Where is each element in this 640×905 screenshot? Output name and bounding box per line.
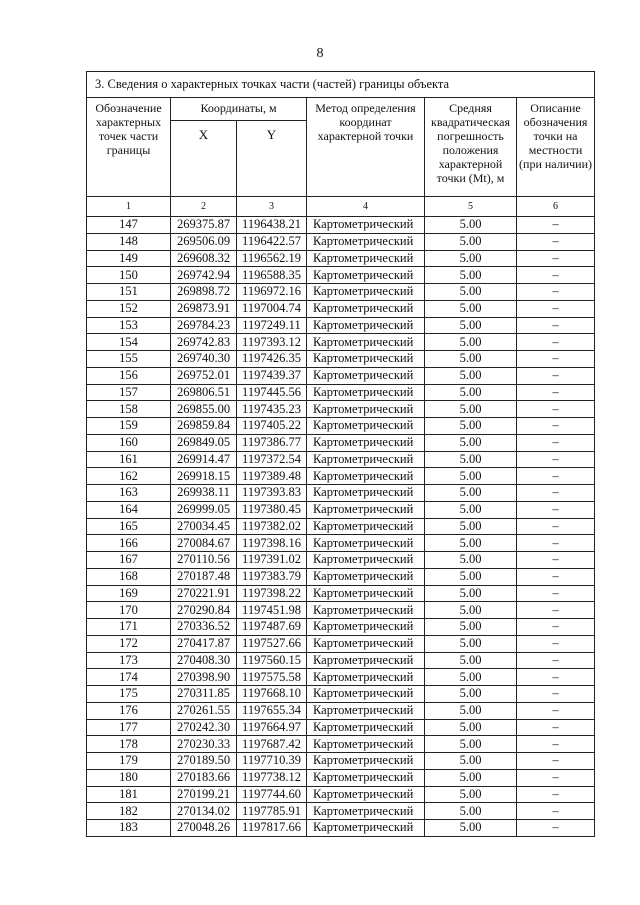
coord-y-cell: 1196588.35 bbox=[237, 267, 307, 284]
table-row bbox=[87, 217, 595, 234]
coord-x-cell: 269918.15 bbox=[171, 468, 237, 485]
method-cell: Картометрический bbox=[307, 284, 425, 301]
accuracy-cell: 5.00 bbox=[425, 401, 517, 418]
accuracy-cell: 5.00 bbox=[425, 233, 517, 250]
table-row bbox=[87, 702, 595, 719]
coord-x-cell: 270134.02 bbox=[171, 803, 237, 820]
table-row bbox=[87, 418, 595, 435]
coord-x-cell: 269608.32 bbox=[171, 250, 237, 267]
accuracy-cell: 5.00 bbox=[425, 769, 517, 786]
method-cell: Картометрический bbox=[307, 652, 425, 669]
coord-x-cell: 269999.05 bbox=[171, 501, 237, 518]
description-cell: – bbox=[517, 384, 595, 401]
method-cell: Картометрический bbox=[307, 786, 425, 803]
point-number-cell: 154 bbox=[87, 334, 171, 351]
accuracy-cell: 5.00 bbox=[425, 267, 517, 284]
column-number: 6 bbox=[517, 197, 595, 217]
table-row bbox=[87, 769, 595, 786]
method-cell: Картометрический bbox=[307, 451, 425, 468]
method-cell: Картометрический bbox=[307, 669, 425, 686]
accuracy-cell: 5.00 bbox=[425, 351, 517, 368]
method-cell: Картометрический bbox=[307, 518, 425, 535]
accuracy-cell: 5.00 bbox=[425, 434, 517, 451]
coord-x-cell: 270034.45 bbox=[171, 518, 237, 535]
description-cell: – bbox=[517, 351, 595, 368]
description-cell: – bbox=[517, 786, 595, 803]
accuracy-cell: 5.00 bbox=[425, 501, 517, 518]
accuracy-cell: 5.00 bbox=[425, 485, 517, 502]
method-cell: Картометрический bbox=[307, 619, 425, 636]
coord-y-cell: 1197560.15 bbox=[237, 652, 307, 669]
method-cell: Картометрический bbox=[307, 217, 425, 234]
method-cell: Картометрический bbox=[307, 585, 425, 602]
point-number-cell: 153 bbox=[87, 317, 171, 334]
coord-y-cell: 1197393.12 bbox=[237, 334, 307, 351]
table-row bbox=[87, 384, 595, 401]
description-cell: – bbox=[517, 217, 595, 234]
coord-x-cell: 270221.91 bbox=[171, 585, 237, 602]
accuracy-cell: 5.00 bbox=[425, 367, 517, 384]
method-cell: Картометрический bbox=[307, 250, 425, 267]
coord-x-cell: 269742.94 bbox=[171, 267, 237, 284]
coord-x-cell: 269898.72 bbox=[171, 284, 237, 301]
accuracy-cell: 5.00 bbox=[425, 418, 517, 435]
description-cell: – bbox=[517, 736, 595, 753]
table-row bbox=[87, 317, 595, 334]
accuracy-cell: 5.00 bbox=[425, 786, 517, 803]
column-number: 1 bbox=[87, 197, 171, 217]
coord-y-cell: 1197527.66 bbox=[237, 635, 307, 652]
accuracy-cell: 5.00 bbox=[425, 384, 517, 401]
table-row bbox=[87, 501, 595, 518]
accuracy-cell: 5.00 bbox=[425, 317, 517, 334]
coord-y-cell: 1197383.79 bbox=[237, 568, 307, 585]
coord-y-cell: 1197738.12 bbox=[237, 769, 307, 786]
coord-x-cell: 269742.83 bbox=[171, 334, 237, 351]
coord-y-cell: 1196562.19 bbox=[237, 250, 307, 267]
method-cell: Картометрический bbox=[307, 635, 425, 652]
description-cell: – bbox=[517, 803, 595, 820]
method-cell: Картометрический bbox=[307, 803, 425, 820]
coord-x-cell: 269849.05 bbox=[171, 434, 237, 451]
coord-y-cell: 1197393.83 bbox=[237, 485, 307, 502]
table-row bbox=[87, 518, 595, 535]
method-cell: Картометрический bbox=[307, 820, 425, 837]
table-row bbox=[87, 820, 595, 837]
point-number-cell: 163 bbox=[87, 485, 171, 502]
accuracy-cell: 5.00 bbox=[425, 535, 517, 552]
description-cell: – bbox=[517, 753, 595, 770]
coord-x-cell: 269784.23 bbox=[171, 317, 237, 334]
coord-y-cell: 1197817.66 bbox=[237, 820, 307, 837]
accuracy-cell: 5.00 bbox=[425, 669, 517, 686]
description-cell: – bbox=[517, 485, 595, 502]
coord-y-cell: 1197710.39 bbox=[237, 753, 307, 770]
header-method: Метод определения координат характерной точки bbox=[307, 98, 425, 197]
table-row bbox=[87, 267, 595, 284]
coord-y-cell: 1197382.02 bbox=[237, 518, 307, 535]
point-number-cell: 178 bbox=[87, 736, 171, 753]
method-cell: Картометрический bbox=[307, 317, 425, 334]
description-cell: – bbox=[517, 635, 595, 652]
accuracy-cell: 5.00 bbox=[425, 518, 517, 535]
section-title-row bbox=[87, 72, 595, 98]
point-number-cell: 165 bbox=[87, 518, 171, 535]
method-cell: Картометрический bbox=[307, 501, 425, 518]
accuracy-cell: 5.00 bbox=[425, 619, 517, 636]
coord-x-cell: 270311.85 bbox=[171, 686, 237, 703]
point-number-cell: 174 bbox=[87, 669, 171, 686]
point-number-cell: 149 bbox=[87, 250, 171, 267]
coord-x-cell: 269855.00 bbox=[171, 401, 237, 418]
coord-x-cell: 269806.51 bbox=[171, 384, 237, 401]
accuracy-cell: 5.00 bbox=[425, 568, 517, 585]
point-number-cell: 173 bbox=[87, 652, 171, 669]
column-number: 4 bbox=[307, 197, 425, 217]
accuracy-cell: 5.00 bbox=[425, 736, 517, 753]
coord-y-cell: 1197439.37 bbox=[237, 367, 307, 384]
table-row bbox=[87, 468, 595, 485]
table-row bbox=[87, 535, 595, 552]
table-row bbox=[87, 635, 595, 652]
coord-y-cell: 1197668.10 bbox=[237, 686, 307, 703]
description-cell: – bbox=[517, 702, 595, 719]
description-cell: – bbox=[517, 267, 595, 284]
coord-y-cell: 1197744.60 bbox=[237, 786, 307, 803]
coord-y-cell: 1197380.45 bbox=[237, 501, 307, 518]
coord-x-cell: 269506.09 bbox=[171, 233, 237, 250]
coord-y-cell: 1197386.77 bbox=[237, 434, 307, 451]
column-number: 2 bbox=[171, 197, 237, 217]
table-row bbox=[87, 485, 595, 502]
description-cell: – bbox=[517, 367, 595, 384]
coord-x-cell: 270417.87 bbox=[171, 635, 237, 652]
header-coordinates: Координаты, м bbox=[171, 98, 307, 121]
point-number-cell: 168 bbox=[87, 568, 171, 585]
table-row bbox=[87, 736, 595, 753]
description-cell: – bbox=[517, 719, 595, 736]
description-cell: – bbox=[517, 602, 595, 619]
point-number-cell: 167 bbox=[87, 552, 171, 569]
coord-y-cell: 1197426.35 bbox=[237, 351, 307, 368]
point-number-cell: 166 bbox=[87, 535, 171, 552]
coord-y-cell: 1197687.42 bbox=[237, 736, 307, 753]
accuracy-cell: 5.00 bbox=[425, 217, 517, 234]
point-number-cell: 161 bbox=[87, 451, 171, 468]
coord-y-cell: 1197372.54 bbox=[237, 451, 307, 468]
accuracy-cell: 5.00 bbox=[425, 753, 517, 770]
method-cell: Картометрический bbox=[307, 401, 425, 418]
coord-y-cell: 1197575.58 bbox=[237, 669, 307, 686]
coord-x-cell: 270187.48 bbox=[171, 568, 237, 585]
method-cell: Картометрический bbox=[307, 233, 425, 250]
table-row bbox=[87, 669, 595, 686]
description-cell: – bbox=[517, 501, 595, 518]
coord-x-cell: 270336.52 bbox=[171, 619, 237, 636]
method-cell: Картометрический bbox=[307, 753, 425, 770]
column-number: 5 bbox=[425, 197, 517, 217]
table-row bbox=[87, 351, 595, 368]
coord-y-cell: 1197398.16 bbox=[237, 535, 307, 552]
header-row bbox=[87, 98, 595, 121]
coord-y-cell: 1197655.34 bbox=[237, 702, 307, 719]
accuracy-cell: 5.00 bbox=[425, 451, 517, 468]
table-row bbox=[87, 451, 595, 468]
coord-x-cell: 269740.30 bbox=[171, 351, 237, 368]
point-number-cell: 183 bbox=[87, 820, 171, 837]
coord-y-cell: 1197445.56 bbox=[237, 384, 307, 401]
description-cell: – bbox=[517, 769, 595, 786]
point-number-cell: 150 bbox=[87, 267, 171, 284]
table-row bbox=[87, 568, 595, 585]
accuracy-cell: 5.00 bbox=[425, 652, 517, 669]
table-row bbox=[87, 602, 595, 619]
coord-y-cell: 1197435.23 bbox=[237, 401, 307, 418]
description-cell: – bbox=[517, 401, 595, 418]
point-number-cell: 157 bbox=[87, 384, 171, 401]
table-row bbox=[87, 401, 595, 418]
coord-x-cell: 269873.91 bbox=[171, 300, 237, 317]
table-row bbox=[87, 786, 595, 803]
method-cell: Картометрический bbox=[307, 367, 425, 384]
table-row bbox=[87, 719, 595, 736]
description-cell: – bbox=[517, 233, 595, 250]
table-row bbox=[87, 233, 595, 250]
header-x: X bbox=[171, 121, 237, 197]
coord-x-cell: 270110.56 bbox=[171, 552, 237, 569]
table-row bbox=[87, 552, 595, 569]
coord-y-cell: 1197664.97 bbox=[237, 719, 307, 736]
description-cell: – bbox=[517, 284, 595, 301]
description-cell: – bbox=[517, 686, 595, 703]
table-row bbox=[87, 300, 595, 317]
coord-y-cell: 1197389.48 bbox=[237, 468, 307, 485]
point-number-cell: 182 bbox=[87, 803, 171, 820]
method-cell: Картометрический bbox=[307, 300, 425, 317]
header-designation: Обозначение характерных точек части границы bbox=[87, 98, 171, 197]
description-cell: – bbox=[517, 334, 595, 351]
method-cell: Картометрический bbox=[307, 351, 425, 368]
method-cell: Картометрический bbox=[307, 719, 425, 736]
coord-x-cell: 270189.50 bbox=[171, 753, 237, 770]
point-number-cell: 158 bbox=[87, 401, 171, 418]
point-number-cell: 171 bbox=[87, 619, 171, 636]
coord-y-cell: 1196972.16 bbox=[237, 284, 307, 301]
coord-x-cell: 270048.26 bbox=[171, 820, 237, 837]
table-row bbox=[87, 434, 595, 451]
coord-x-cell: 270199.21 bbox=[171, 786, 237, 803]
coord-x-cell: 269914.47 bbox=[171, 451, 237, 468]
coord-x-cell: 269938.11 bbox=[171, 485, 237, 502]
header-y: Y bbox=[237, 121, 307, 197]
method-cell: Картометрический bbox=[307, 736, 425, 753]
coord-x-cell: 270408.30 bbox=[171, 652, 237, 669]
coord-y-cell: 1197249.11 bbox=[237, 317, 307, 334]
column-numbers-row bbox=[87, 197, 595, 217]
point-number-cell: 180 bbox=[87, 769, 171, 786]
coord-y-cell: 1197451.98 bbox=[237, 602, 307, 619]
section-title: 3. Сведения о характерных точках части (частей) границы объекта bbox=[87, 72, 595, 98]
description-cell: – bbox=[517, 434, 595, 451]
method-cell: Картометрический bbox=[307, 468, 425, 485]
method-cell: Картометрический bbox=[307, 384, 425, 401]
table-row bbox=[87, 803, 595, 820]
point-number-cell: 152 bbox=[87, 300, 171, 317]
method-cell: Картометрический bbox=[307, 267, 425, 284]
table-body bbox=[87, 217, 595, 837]
header-accuracy: Средняя квадратическая погрешность положения характерной точки (Mt), м bbox=[425, 98, 517, 197]
coord-y-cell: 1197405.22 bbox=[237, 418, 307, 435]
method-cell: Картометрический bbox=[307, 434, 425, 451]
coord-y-cell: 1196438.21 bbox=[237, 217, 307, 234]
point-number-cell: 156 bbox=[87, 367, 171, 384]
column-number: 3 bbox=[237, 197, 307, 217]
accuracy-cell: 5.00 bbox=[425, 585, 517, 602]
coord-y-cell: 1197004.74 bbox=[237, 300, 307, 317]
accuracy-cell: 5.00 bbox=[425, 820, 517, 837]
accuracy-cell: 5.00 bbox=[425, 602, 517, 619]
table-row bbox=[87, 652, 595, 669]
point-number-cell: 160 bbox=[87, 434, 171, 451]
table-row bbox=[87, 753, 595, 770]
description-cell: – bbox=[517, 535, 595, 552]
point-number-cell: 148 bbox=[87, 233, 171, 250]
coord-y-cell: 1197391.02 bbox=[237, 552, 307, 569]
description-cell: – bbox=[517, 585, 595, 602]
point-number-cell: 170 bbox=[87, 602, 171, 619]
description-cell: – bbox=[517, 300, 595, 317]
coord-y-cell: 1197487.69 bbox=[237, 619, 307, 636]
point-number-cell: 164 bbox=[87, 501, 171, 518]
header-description: Описание обозначения точки на местности (при наличии) bbox=[517, 98, 595, 197]
table-row bbox=[87, 585, 595, 602]
method-cell: Картометрический bbox=[307, 769, 425, 786]
coord-x-cell: 270398.90 bbox=[171, 669, 237, 686]
method-cell: Картометрический bbox=[307, 568, 425, 585]
table-row bbox=[87, 334, 595, 351]
accuracy-cell: 5.00 bbox=[425, 552, 517, 569]
accuracy-cell: 5.00 bbox=[425, 803, 517, 820]
accuracy-cell: 5.00 bbox=[425, 702, 517, 719]
accuracy-cell: 5.00 bbox=[425, 635, 517, 652]
coord-x-cell: 270084.67 bbox=[171, 535, 237, 552]
description-cell: – bbox=[517, 250, 595, 267]
point-number-cell: 151 bbox=[87, 284, 171, 301]
method-cell: Картометрический bbox=[307, 334, 425, 351]
method-cell: Картометрический bbox=[307, 602, 425, 619]
description-cell: – bbox=[517, 820, 595, 837]
point-number-cell: 162 bbox=[87, 468, 171, 485]
point-number-cell: 176 bbox=[87, 702, 171, 719]
coord-y-cell: 1197785.91 bbox=[237, 803, 307, 820]
point-number-cell: 172 bbox=[87, 635, 171, 652]
accuracy-cell: 5.00 bbox=[425, 686, 517, 703]
method-cell: Картометрический bbox=[307, 535, 425, 552]
coord-x-cell: 270261.55 bbox=[171, 702, 237, 719]
page-number: 8 bbox=[316, 46, 324, 61]
method-cell: Картометрический bbox=[307, 702, 425, 719]
description-cell: – bbox=[517, 619, 595, 636]
coord-x-cell: 269752.01 bbox=[171, 367, 237, 384]
coord-x-cell: 269859.84 bbox=[171, 418, 237, 435]
coord-y-cell: 1197398.22 bbox=[237, 585, 307, 602]
accuracy-cell: 5.00 bbox=[425, 334, 517, 351]
boundary-points-table bbox=[86, 71, 595, 837]
method-cell: Картометрический bbox=[307, 418, 425, 435]
accuracy-cell: 5.00 bbox=[425, 300, 517, 317]
accuracy-cell: 5.00 bbox=[425, 468, 517, 485]
description-cell: – bbox=[517, 317, 595, 334]
accuracy-cell: 5.00 bbox=[425, 719, 517, 736]
description-cell: – bbox=[517, 552, 595, 569]
method-cell: Картометрический bbox=[307, 686, 425, 703]
table-row bbox=[87, 686, 595, 703]
point-number-cell: 155 bbox=[87, 351, 171, 368]
method-cell: Картометрический bbox=[307, 485, 425, 502]
description-cell: – bbox=[517, 518, 595, 535]
description-cell: – bbox=[517, 669, 595, 686]
table-row bbox=[87, 367, 595, 384]
accuracy-cell: 5.00 bbox=[425, 250, 517, 267]
table-row bbox=[87, 250, 595, 267]
description-cell: – bbox=[517, 568, 595, 585]
point-number-cell: 179 bbox=[87, 753, 171, 770]
table-row bbox=[87, 284, 595, 301]
coord-x-cell: 270183.66 bbox=[171, 769, 237, 786]
point-number-cell: 147 bbox=[87, 217, 171, 234]
coord-x-cell: 269375.87 bbox=[171, 217, 237, 234]
coord-x-cell: 270290.84 bbox=[171, 602, 237, 619]
description-cell: – bbox=[517, 652, 595, 669]
point-number-cell: 181 bbox=[87, 786, 171, 803]
coord-x-cell: 270242.30 bbox=[171, 719, 237, 736]
accuracy-cell: 5.00 bbox=[425, 284, 517, 301]
point-number-cell: 159 bbox=[87, 418, 171, 435]
method-cell: Картометрический bbox=[307, 552, 425, 569]
point-number-cell: 175 bbox=[87, 686, 171, 703]
point-number-cell: 169 bbox=[87, 585, 171, 602]
description-cell: – bbox=[517, 468, 595, 485]
coord-y-cell: 1196422.57 bbox=[237, 233, 307, 250]
table-row bbox=[87, 619, 595, 636]
point-number-cell: 177 bbox=[87, 719, 171, 736]
description-cell: – bbox=[517, 451, 595, 468]
description-cell: – bbox=[517, 418, 595, 435]
coord-x-cell: 270230.33 bbox=[171, 736, 237, 753]
